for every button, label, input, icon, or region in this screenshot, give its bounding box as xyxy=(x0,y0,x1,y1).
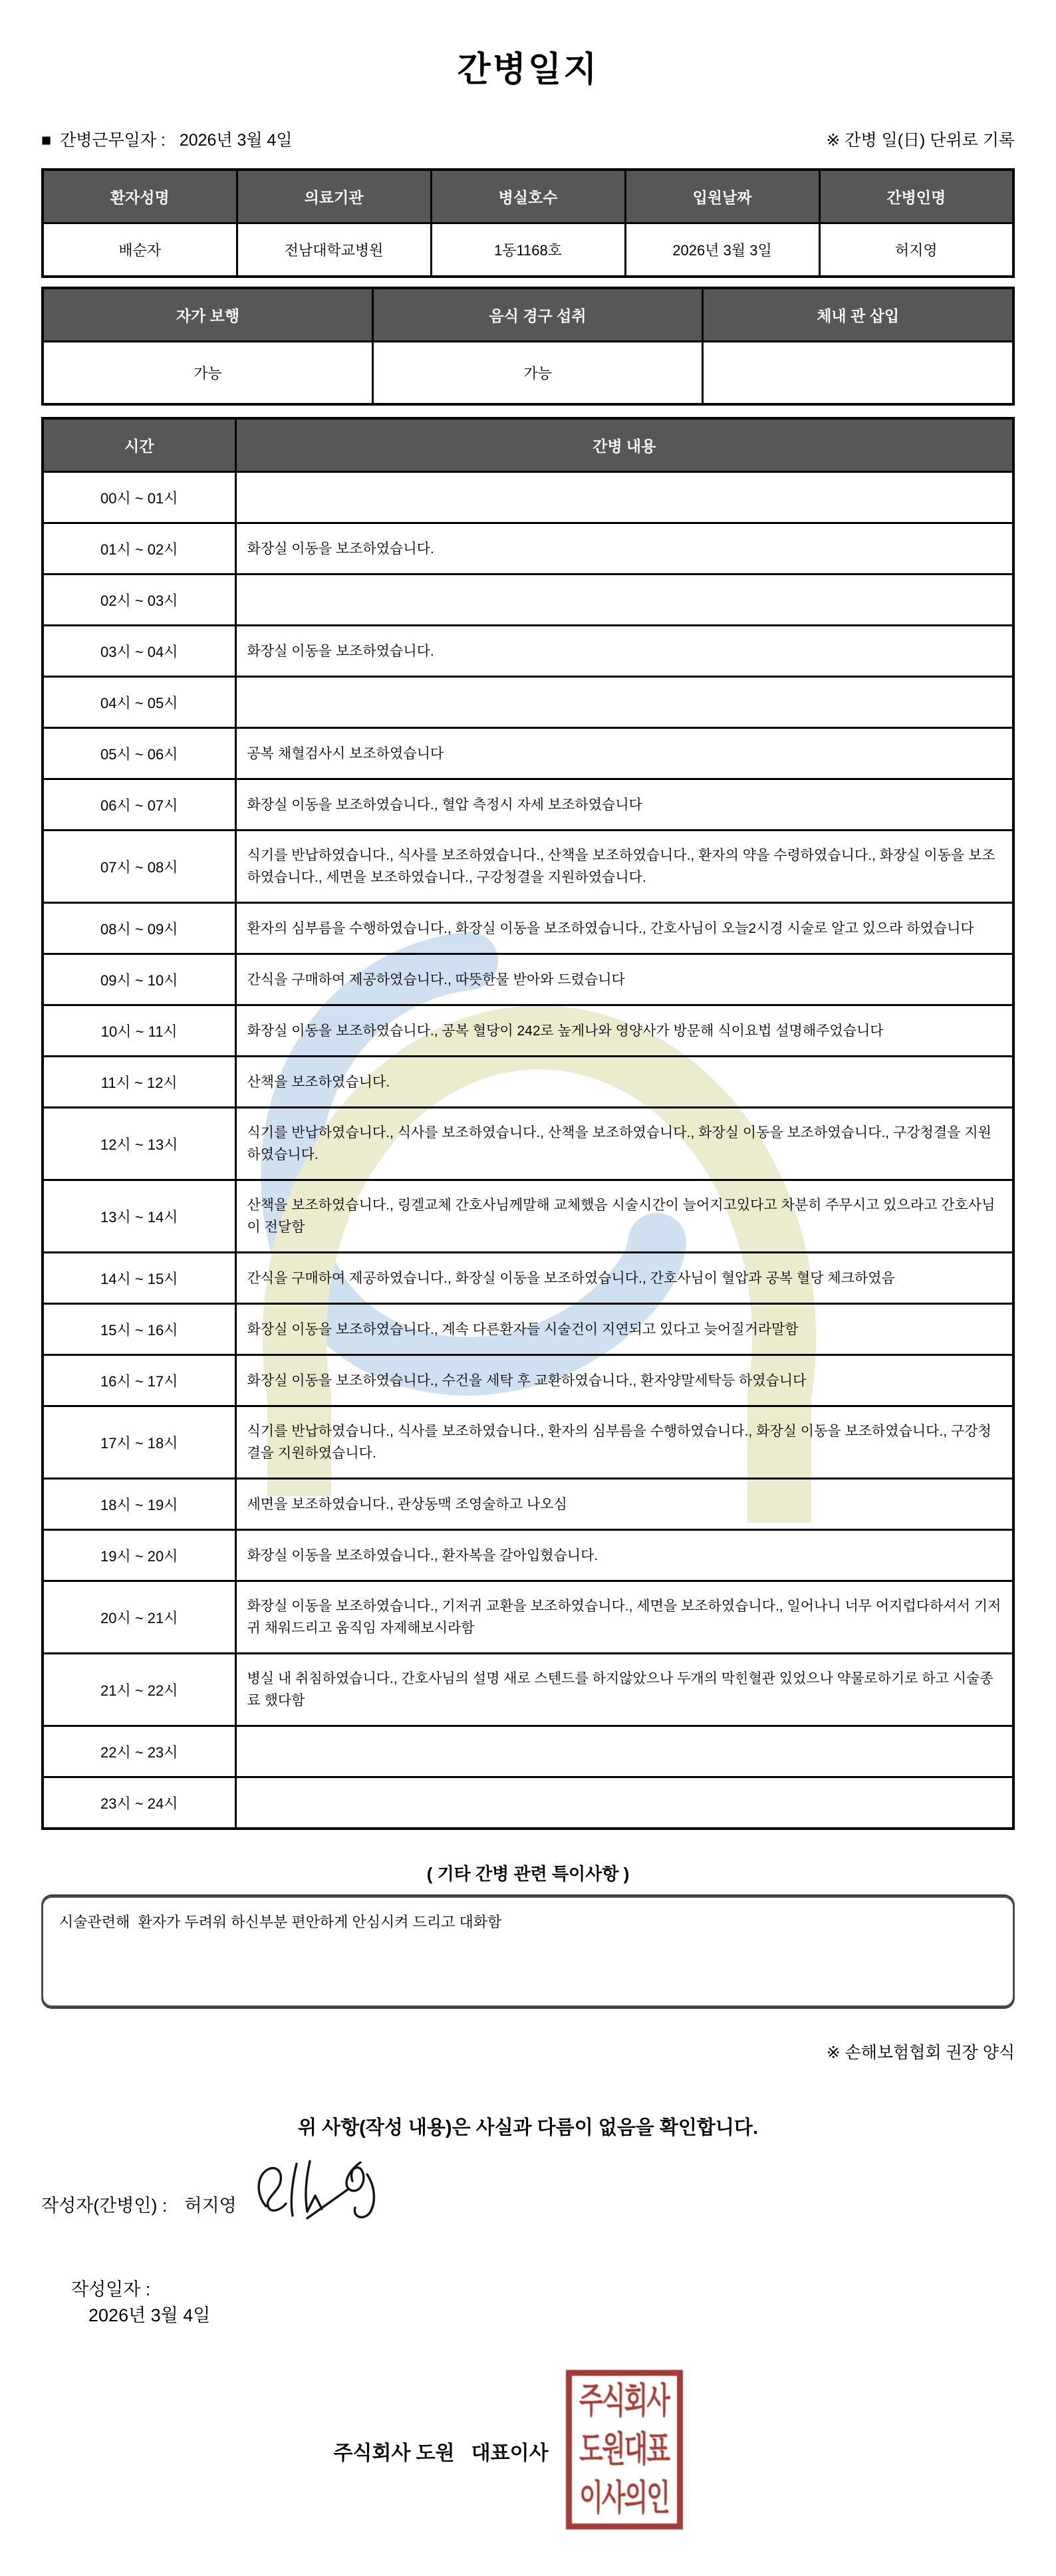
schedule-content: 세면을 보조하였습니다., 관상동맥 조영술하고 나오심 xyxy=(235,1479,1013,1530)
schedule-content: 화장실 이동을 보조하였습니다., 수건을 세탁 후 교환하였습니다., 환자양말세탁등 하였습니다 xyxy=(235,1355,1013,1406)
oral-intake-header: 음식 경구 섭취 xyxy=(372,288,702,342)
work-date-value: 2026년 3월 4일 xyxy=(179,131,293,150)
schedule-time: 23시 ~ 24시 xyxy=(43,1777,235,1829)
schedule-time: 06시 ~ 07시 xyxy=(43,779,235,831)
seal-line-3: 이사의인 xyxy=(579,2478,670,2517)
schedule-row xyxy=(43,575,1013,626)
status-header-row xyxy=(43,288,1013,342)
write-date-label: 작성일자 : xyxy=(71,2279,151,2299)
schedule-content: 간식을 구매하여 제공하였습니다., 화장실 이동을 보조하였습니다., 간호사님이 혈압과 공복 혈당 체크하였음 xyxy=(235,1253,1013,1304)
caregiver-header: 간병인명 xyxy=(819,170,1013,223)
patient-name-header: 환자성명 xyxy=(43,170,237,223)
schedule-time: 01시 ~ 02시 xyxy=(43,523,235,575)
schedule-row xyxy=(43,523,1013,575)
schedule-time: 11시 ~ 12시 xyxy=(43,1057,235,1108)
square-bullet-icon: ■ xyxy=(41,131,52,150)
schedule-time: 18시 ~ 19시 xyxy=(43,1479,235,1530)
schedule-time: 19시 ~ 20시 xyxy=(43,1530,235,1581)
schedule-content: 공복 채혈검사시 보조하였습니다 xyxy=(235,728,1013,779)
schedule-content: 산책을 보조하였습니다. xyxy=(235,1057,1013,1108)
schedule-time: 22시 ~ 23시 xyxy=(43,1726,235,1777)
schedule-row xyxy=(43,903,1013,954)
schedule-row xyxy=(43,1654,1013,1726)
schedule-row xyxy=(43,1406,1013,1479)
schedule-content: 병실 내 취침하였습니다., 간호사님의 설명 새로 스텐드를 하지않았으나 두개의 막힌혈관 있었으나 약물로하기로 하고 시술종료 했다함 xyxy=(235,1654,1013,1726)
schedule-time: 08시 ~ 09시 xyxy=(43,903,235,954)
schedule-content: 화장실 이동을 보조하였습니다., 계속 다른환자들 시술건이 지연되고 있다고 늦어질거라말함 xyxy=(235,1304,1013,1355)
schedule-content: 산책을 보조하였습니다., 링겔교체 간호사님께말해 교체했음 시술시간이 늘어지고있다고 차분히 주무시고 있으라고 간호사님이 전달함 xyxy=(235,1180,1013,1253)
work-date-label: 간병근무일자 : xyxy=(60,131,166,150)
room-header: 병실호수 xyxy=(431,170,625,223)
time-header: 시간 xyxy=(43,418,235,472)
schedule-row xyxy=(43,954,1013,1005)
schedule-time: 13시 ~ 14시 xyxy=(43,1180,235,1253)
schedule-content: 환자의 심부름을 수행하였습니다., 화장실 이동을 보조하였습니다., 간호사님이 오늘2시경 시술로 알고 있으라 하였습니다 xyxy=(235,903,1013,954)
content-header: 간병 내용 xyxy=(235,418,1013,472)
schedule-row xyxy=(43,1726,1013,1777)
patient-info-table xyxy=(41,168,1015,278)
meta-line xyxy=(41,127,1015,151)
seal-line-1: 주식회사 xyxy=(579,2381,670,2420)
caregiver-value: 허지영 xyxy=(819,223,1013,277)
patient-name-value: 배순자 xyxy=(43,223,237,277)
schedule-time: 10시 ~ 11시 xyxy=(43,1005,235,1057)
seal-line-2: 도원대표 xyxy=(579,2429,670,2469)
schedule-row xyxy=(43,472,1013,523)
admission-date-header: 입원날짜 xyxy=(625,170,819,223)
schedule-row xyxy=(43,1530,1013,1581)
schedule-row xyxy=(43,728,1013,779)
schedule-content: 화장실 이동을 보조하였습니다., 환자복을 갈아입혔습니다. xyxy=(235,1530,1013,1581)
schedule-row xyxy=(43,677,1013,728)
schedule-content xyxy=(235,1726,1013,1777)
page-title: 간병일지 xyxy=(457,51,599,89)
company-signature-row xyxy=(21,2370,995,2576)
schedule-content xyxy=(235,472,1013,523)
self-walking-header: 자가 보행 xyxy=(43,288,372,342)
schedule-content: 화장실 이동을 보조하였습니다. xyxy=(235,523,1013,575)
schedule-time: 04시 ~ 05시 xyxy=(43,677,235,728)
schedule-time: 15시 ~ 16시 xyxy=(43,1304,235,1355)
write-date-value: 2026년 3월 4일 xyxy=(88,2305,211,2325)
patient-header-row xyxy=(43,170,1013,223)
schedule-row xyxy=(43,831,1013,903)
tube-insert-header: 체내 관 삽입 xyxy=(703,288,1013,342)
status-value-row xyxy=(43,342,1013,405)
schedule-content: 식기를 반납하였습니다., 식사를 보조하였습니다., 산책을 보조하였습니다., 화장실 이동을 보조하였습니다., 구강청결을 지원하였습니다. xyxy=(235,1108,1013,1180)
schedule-row xyxy=(43,1304,1013,1355)
self-walking-value: 가능 xyxy=(43,342,372,405)
schedule-row xyxy=(43,626,1013,677)
company-name: 주식회사 도원 대표이사 xyxy=(333,2442,549,2464)
write-date-line xyxy=(41,2254,1015,2347)
writer-name: 허지영 xyxy=(184,2195,237,2216)
schedule-row xyxy=(43,1581,1013,1654)
extras-note-box: 시술관련해 환자가 두려워 하신부분 편안하게 안심시켜 드리고 대화함 xyxy=(41,1896,1015,2007)
hospital-value: 전남대학교병원 xyxy=(237,223,431,277)
form-recommendation-note: ※ 손해보험협회 권장 양식 xyxy=(826,2043,1015,2062)
schedule-time: 02시 ~ 03시 xyxy=(43,575,235,626)
extras-section-title: ( 기타 간병 관련 특이사항 ) xyxy=(426,1864,630,1884)
admission-date-value: 2026년 3월 3일 xyxy=(625,223,819,277)
patient-status-table xyxy=(41,287,1015,406)
schedule-content: 식기를 반납하였습니다., 식사를 보조하였습니다., 산책을 보조하였습니다., 환자의 약을 수령하였습니다., 화장실 이동을 보조하였습니다., 세면을 보조하였습니다., 구강청결을 지원하였습니다. xyxy=(235,831,1013,903)
schedule-row xyxy=(43,1253,1013,1304)
schedule-row xyxy=(43,1005,1013,1057)
schedule-row xyxy=(43,1057,1013,1108)
schedule-content xyxy=(235,575,1013,626)
oral-intake-value: 가능 xyxy=(372,342,702,405)
schedule-row xyxy=(43,1108,1013,1180)
schedule-time: 03시 ~ 04시 xyxy=(43,626,235,677)
schedule-time: 17시 ~ 18시 xyxy=(43,1406,235,1479)
hospital-header: 의료기관 xyxy=(237,170,431,223)
schedule-time: 09시 ~ 10시 xyxy=(43,954,235,1005)
care-schedule-table xyxy=(41,417,1015,1830)
schedule-row xyxy=(43,779,1013,831)
work-date-line xyxy=(41,127,293,151)
writer-line xyxy=(41,2180,1015,2228)
writer-label: 작성자(간병인) : xyxy=(41,2195,168,2216)
schedule-content: 화장실 이동을 보조하였습니다., 기저귀 교환을 보조하였습니다., 세면을 보조하였습니다., 일어나니 너무 어지럽다하셔서 기저귀 채워드리고 움직임 자제해보시라함 xyxy=(235,1581,1013,1654)
schedule-row xyxy=(43,1180,1013,1253)
confirmation-statement: 위 사항(작성 내용)은 사실과 다름이 없음을 확인합니다. xyxy=(297,2117,759,2138)
patient-value-row xyxy=(43,223,1013,277)
schedule-content xyxy=(235,677,1013,728)
schedule-content: 화장실 이동을 보조하였습니다., 공복 혈당이 242로 높게나와 영양사가 방문해 식이요법 설명해주었습니다 xyxy=(235,1005,1013,1057)
room-value: 1동1168호 xyxy=(431,223,625,277)
schedule-row xyxy=(43,1479,1013,1530)
schedule-header-row xyxy=(43,418,1013,472)
schedule-time: 20시 ~ 21시 xyxy=(43,1581,235,1654)
schedule-time: 21시 ~ 22시 xyxy=(43,1654,235,1726)
unit-note: ※ 간병 일(日) 단위로 기록 xyxy=(826,131,1015,150)
schedule-time: 14시 ~ 15시 xyxy=(43,1253,235,1304)
tube-insert-value xyxy=(703,342,1013,405)
schedule-time: 16시 ~ 17시 xyxy=(43,1355,235,1406)
schedule-time: 12시 ~ 13시 xyxy=(43,1108,235,1180)
schedule-content: 식기를 반납하였습니다., 식사를 보조하였습니다., 환자의 심부름을 수행하였습니다., 화장실 이동을 보조하였습니다., 구강청결을 지원하였습니다. xyxy=(235,1406,1013,1479)
signature-handwriting xyxy=(249,2154,388,2228)
schedule-content: 간식을 구매하여 제공하였습니다., 따뜻한물 받아와 드렸습니다 xyxy=(235,954,1013,1005)
schedule-time: 07시 ~ 08시 xyxy=(43,831,235,903)
schedule-time: 00시 ~ 01시 xyxy=(43,472,235,523)
schedule-content: 화장실 이동을 보조하였습니다. xyxy=(235,626,1013,677)
schedule-row xyxy=(43,1777,1013,1829)
schedule-time: 05시 ~ 06시 xyxy=(43,728,235,779)
company-seal-stamp xyxy=(566,2370,683,2529)
schedule-row xyxy=(43,1355,1013,1406)
schedule-content: 화장실 이동을 보조하였습니다., 혈압 측정시 자세 보조하였습니다 xyxy=(235,779,1013,831)
schedule-content xyxy=(235,1777,1013,1829)
